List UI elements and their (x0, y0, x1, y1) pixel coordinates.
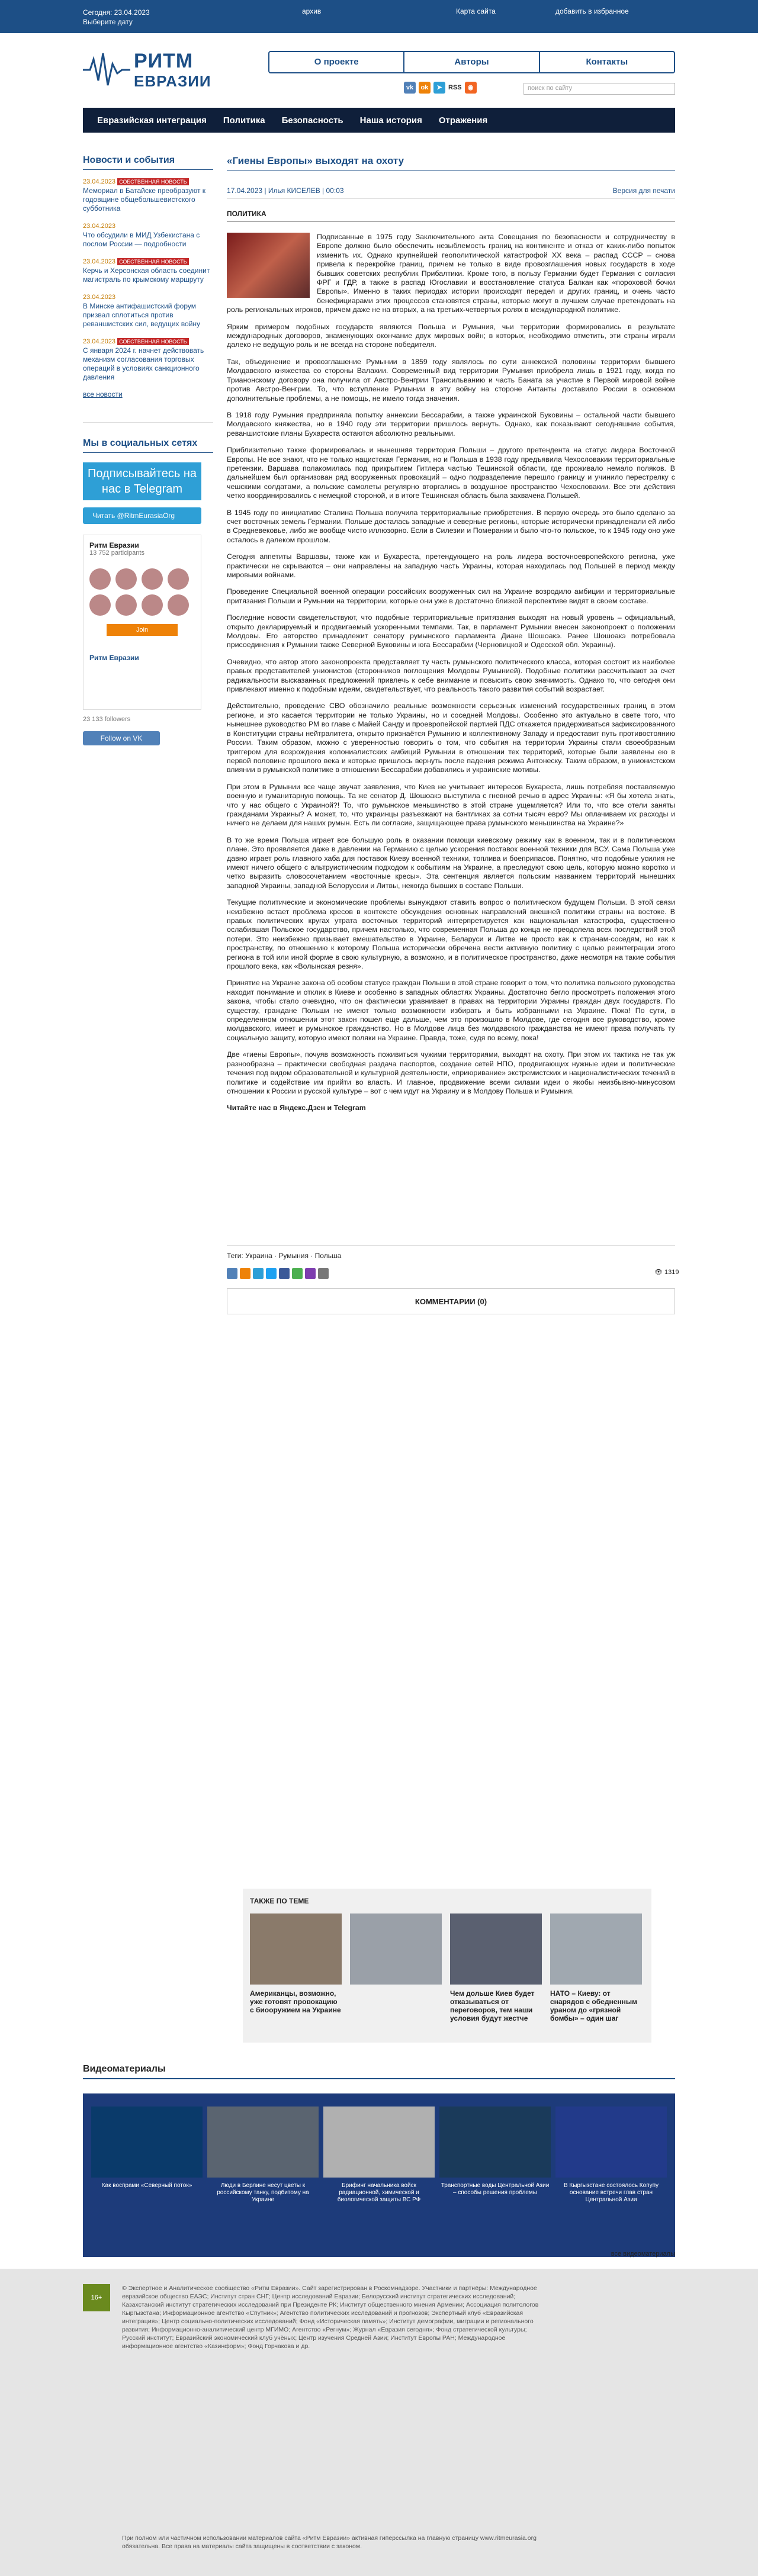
vk-follow-button[interactable]: Follow on VK (83, 731, 160, 745)
article-body: Подписанные в 1975 году Заключительного акта Совещания по безопасности и сотрудничеству в Европе должно было обеспечить незыблемость границ на континенте и отказ от каких-либо попыток изменить их. Однако крупнейшей геополитической катастрофой XX века – распад СССР – снова привела к перекройке границ, причем не только в виде провозглашения новых государств в ходе бывших советских республик Прибалтики. Кроме того, в пользу Германии будет Германия с согласия ФРГ и ГДР, а также в распад Югославии и восстановление статуса Балкан как «пороховой бочки Европы». Именно в таких периодах истории происходят передел и других границ, и очень часто бенефициарами этих процессов становятся страны, которые могут в лучшем случае претендовать на роль региональных игроков, причем даже не на вторых, а на третьих-четвертых ролях в международной политике. Ярким примером подобных государств являются Польша и Румыния, чьи территории формировались в результате международных договоров, знаменующих окончание двух мировых войн; в которых, необходимо отметить, эти страны играли далеко не ведущую роль и не всегда на стороне победителя. Так, объединение и провозглашение Румынии в 1859 году являлось по сути аннексией половины территории бывшего Молдавского княжества со стороны Валахии. Современный вид территории Румыния приобрела лишь в 1921 году, когда по Трианонскому договору она получила от Австро-Венгрии Трансильванию и часть Баната за участие в Первой мировой войне против Австро-Венгрии. То, что вступление Румынии в эту войну на стороне Антанты доставило России в основном дополнительные проблемы, а не помощь, не имело тогда значения. В 1918 году Румыния предприняла попытку аннексии Бессарабии, а также украинской Буковины – остальной части бывшего Молдавского княжества, но в 1940 году эти территории пришлось вернуть. Однако, как показывают сегодняшние события, реваншистские планы Бухареста остаются абсолютно реальными. Приблизительно также формировалась и нынешняя территория Польши – другого претендента на статус лидера Восточной Европы. Не все знают, что не только нацистская Германия, но и Польша в 1938 году предъявила Чехословакии территориальные претензии. Варшава полакомилась под прикрытием Гитлера частью Тешинской области, где проживало немало поляков. В дальнейшем был организован ряд вооруженных провокаций – одно подразделение перешло границу и учинило перестрелку с чешскими солдатами, а польские самолеты регулярно вторгались в воздушное пространство Чехословакии. Все эти действия четко координировались с немецкой стороной, и в итоге Тешинская область была захвачена Польшей. В 1945 году по инициативе Сталина Польша получила территориальные приобретения. В первую очередь это было сделано за счет восточных земель Германии. Польше досталась западные и северные регионы, которые исторически принадлежали ей либо в Средневековье, либо же вообще чисто иллюзорно. Если в Силезии и Померании и было что-то польское, то к 1945 году оно уже осталось в далеком прошлом. Сегодня аппетиты Варшавы, также как и Бухареста, претендующего на роль лидера восточноевропейского региона, уже практически не скрываются – они направлены на западную часть Украины, которая находилась под Польшей в период между мировыми войнами. Проведение Специальной военной операции российских вооруженных сил на Украине возродило амбиции и территориальные притязания Польши и Румынии на территории, которые они уже в достаточно близкой перспективе видят в своем составе. Последние новости свидетельствуют, что подобные территориальные притязания выходят на новый уровень – официальный, открыто декларируемый и продвигаемый ускоренными темпами. Так, в парламент Румынии внесен законопроект о положении Молдовы. Его авторство принадлежит сенатору румынского парламента Диане Шошоакэ. Ранее Шошоакэ потребовала присоединения к Румынии также Северной Буковины и юга Бессарабии (Черновицкой и Одесской обл. Украины). Очевидно, что автор этого законопроекта представляет ту часть румынского политического класса, которая состоит из наиболее правых представителей унионистов (сторонников поглощения Молдовы Румынией). Подобные политики рассчитывают за счет радикальности высказанных предложений привлечь к себе внимание и повысить свою значимость. Однако то, что сегодня они привлекают именно к подобным идеям, свидетельствует, что реальность такого развития событий возрастает. Действительно, проведение СВО обозначило реальные возможности серьезных изменений государственных границ в этом регионе, и это касается территории не только Украины, но и соседней Молдовы. Особенно это актуально в свете того, что нынешнее руководство РМ во главе с Майей Санду и проевропейской партией ПДС откажется придерживаться зафиксированного в Конституции страны нейтралитета, открыто признаётся Румынию и коллективному Западу и предоставит путь противостоянию России. Таким образом, можно с уверенностью говорить о том, что события на территории Украины стали своеобразным триггером для возрождения колониалистских амбиций Румынии в отношении тех территорий, которые были заявлены ею в первой половине прошлого века и которые пришлось вернуть после падения режима Антонеску. Таким образом, в унионистском влиянии в румынской политике в отношении Бессарабии добавились и украинские мотивы. При этом в Румынии все чаще звучат заявления, что Киев не учитывает интересов Бухареста, лишь потребляя поставляемую военную и гуманитарную помощь. Та же сенатор Д. Шошоакэ выступила с гневной речью в адрес Украины: «Я бы хотела знать, что у нас общего с Украиной?! То, что румынское меньшинство в этой стране ущемляется? Или то, что все отели заняты гражданами Украины? А может, то, что украинцы разъезжают на бэнтликах за сотни тысяч евро? Мы оплачиваем их расходы и ничего не делаем для наших румын. Есть ли согласие, защищающее права румынского меньшинства на Украине?» В то же время Польша играет все большую роль в оказании помощи киевскому режиму как в военном, так и в политическом плане. Это проявляется даже в давлении на Германию с целью ускорения поставок военной техники для ВСУ. Сама Польша уже давно играет роль главного хаба для поставок Киеву военной техники, топлива и боеприпасов. Понятно, что подобные усилия не имеют ничего общего с альтруистическим подходом к событиям на Украине, а преследуют свою цель, которую можно коротко и четко выразить словосочетанием «восточные кресы». Эта сентенция является польским названием территорий нынешних западной Украины, западной Белоруссии и Литвы, некогда бывших в составе Польши. Текущие политические и экономические проблемы вынуждают ставить вопрос о политическом будущем Польши. В этой связи неизбежно встает проблема кресов в контексте обсуждения основных направлений внешней политики страны на востоке. В правых политических кругах утрата восточных территорий интерпретируется как национальная катастрофа, существенно ослабившая Польское государство, причем настолько, что современная Польша до конца не преодолела всех последствий этой потери. Это неизбежно призывает вмешательство в Украине, Беларуси и Литве не просто как к странам-соседям, но как к пространству, по отношению к которому Польша исторически обречена вести активную политику с целью реинтеграции этого региона в той или иной форме в свою культурную, а возможно, и в политическое пространство, даже несмотря на такие события прошлого века, как «Волынская резня». Принятие на Украине закона об особом статусе граждан Польши в этой стране говорит о том, что политика польского руководства находит понимание и отклик в Киеве и особенно в западных областях Украины. Достаточно бегло просмотреть положения этого закона, чтобы стало очевидно, что он фактически уравнивает в правах на территории Украины граждан двух государств. По существу, граждане Польши не имеют только возможности избирать и быть избранными на Украине. Пока! По сути, в определенном отношении этот закон пошел еще дальше, чем это произошло в Молдове, где сегодня все руководство, кроме молдавского, имеет и румынское гражданство. Но в Молдове лица без молдавского гражданства не имеют права получать ту социальную защиту, которую имеют поляки на Украине. Правда, тоже, судя по всему, пока! Две «гиены Европы», почуяв возможность поживиться чужими территориями, выходят на охоту. При этом их тактика не так уж разнообразна – практически свободная раздача паспортов, создание сетей НПО, продвигающих нужные идеи и политические течения под видом образовательной и культурной деятельности, «приюривание» экстремистских и националистических течений в политике и содействие им прийти во власть. И главное, продвижение всеми силами идеи о якобы неизбывно-минусовом отношении к России и русской культуре – вот с чем идут на Украину и в Молдову Польша и Румыния. Читайте нас в Яндекс.Дзен и Telegram (227, 233, 675, 1112)
vk-join-button[interactable]: Join (107, 624, 178, 636)
telegram-icon[interactable]: ➤ (433, 82, 445, 94)
related-card[interactable]: Американцы, возможно, уже готовят провокацию с биооружием на Украине (250, 1913, 342, 2022)
avatar (168, 568, 189, 590)
avatar (115, 568, 137, 590)
videos-title: Видеоматериалы (83, 2064, 675, 2079)
top-bar (0, 0, 758, 33)
sitemap-link[interactable]: Карта сайта (456, 7, 496, 15)
tab-contacts[interactable]: Контакты (539, 52, 674, 72)
select-date-link[interactable]: Выберите дату (83, 18, 133, 26)
news-item[interactable]: 23.04.2023 СОБСТВЕННАЯ НОВОСТЬ Керчь и Херсонская область соединит магистраль по крымскому маршруту (83, 258, 210, 284)
avatar (115, 594, 137, 616)
ok-icon[interactable]: ok (419, 82, 431, 94)
vk-avatars (89, 568, 195, 616)
related-title: ТАКЖЕ ПО ТЕМЕ (250, 1897, 309, 1905)
whatsapp-share-icon[interactable] (292, 1268, 303, 1279)
news-item[interactable]: 23.04.2023 В Минске антифашистский форум призвал сплотиться против реваншистских сил, ведущих войну (83, 294, 201, 328)
video-card[interactable]: Брифинг начальника войск радиационной, химической и биологической защиты ВС РФ (323, 2107, 435, 2244)
video-card[interactable]: В Кыргызстане состоялось Копупу основание встречи глав стран Центральной Азии (555, 2107, 667, 2244)
facebook-share-icon[interactable] (279, 1268, 290, 1279)
current-date: Сегодня: 23.04.2023 (83, 8, 150, 17)
article-rubric[interactable]: ПОЛИТИКА (227, 210, 675, 222)
nav-item-security[interactable]: Безопасность (281, 115, 343, 126)
related-block (243, 1889, 651, 2043)
video-card[interactable]: Как воспрами «Северный поток» (91, 2107, 203, 2244)
share-bar (227, 1268, 679, 1279)
news-item[interactable]: 23.04.2023 СОБСТВЕННАЯ НОВОСТЬ С января 2024 г. начнет действовать механизм согласования торговых операций в условиях санкционного давления (83, 338, 204, 381)
logo-line1: РИТМ (134, 50, 194, 72)
header (83, 33, 675, 108)
sidebar (83, 155, 213, 745)
vk-icon[interactable]: vk (404, 82, 416, 94)
article-title: «Гиены Европы» выходят на охоту (227, 155, 675, 171)
article-tags[interactable]: Теги: Украина · Румыния · Польша (227, 1245, 675, 1260)
tab-authors[interactable]: Авторы (403, 52, 538, 72)
video-card[interactable]: Люди в Берлине несут цветы к российскому танку, подбитому на Украине (207, 2107, 319, 2244)
ok-share-icon[interactable] (240, 1268, 250, 1279)
search-input[interactable]: поиск по сайту (523, 83, 675, 95)
avatar (168, 594, 189, 616)
logo-wave-icon (83, 46, 130, 94)
main-nav (83, 108, 675, 133)
telegram-subscribe-banner[interactable]: Подписывайтесь на нас в Telegram (83, 462, 201, 500)
vk-widget (83, 535, 201, 710)
footer-text: © Экспертное и Аналитическое сообщество «Ритм Евразии». Сайт зарегистрирован в Роскомнадзоре. Участники и партнёры: Международное евразийское общество ЕАЭС; Институт стран СНГ; Центр исследований Евразии; Белорусский институт стратегических исследований; Казахстанский институт стратегических исследований при Президенте РК; Институт общественного мнения Армении; Ассоциация политологов Кыргызстана; Информационное агентство «Спутник»; Агентство политических исследований и прогнозов; Экспертный клуб «Евразийская интеграция»; Центр социально-политических исследований; Фонд «Историческая память»; Институт демографии, миграции и регионального развития; Информационно-аналитический центр МГИМО; Агентство «Регнум»; Журнал «Евразия сегодня»; Фонд стратегической культуры; Русский институт; Евразийский экономический клуб учёных; Центр изучения Средней Азии; Институт Европы РАН; Международное информационное агентство «Казинформ»; Фонд Горчакова и др. (122, 2285, 539, 2350)
twitter-share-icon[interactable] (266, 1268, 277, 1279)
article (227, 155, 679, 1314)
avatar (142, 594, 163, 616)
nav-item-integration[interactable]: Евразийская интеграция (97, 115, 207, 126)
avatar (142, 568, 163, 590)
related-card[interactable]: НАТО – Киеву: от снарядов с обедненным ураном до «грязной бомбы» – один шаг (550, 1913, 642, 2022)
tab-about[interactable]: О проекте (314, 57, 359, 67)
favorites-link[interactable]: добавить в избранное (555, 7, 629, 15)
footer-copyright: При полном или частичном использовании материалов сайта «Ритм Евразии» активная гиперссылка на главную страницу www.ritmeurasia.org обязательна. Все права на материалы сайта защищены в соответствии с законом. (122, 2535, 537, 2550)
avatar (89, 594, 111, 616)
archive-link[interactable]: архив (302, 7, 322, 15)
nav-item-history[interactable]: Наша история (359, 115, 422, 126)
videos-section (83, 2064, 675, 2257)
vk-followers: 23 133 followers (83, 716, 131, 723)
header-tabs (268, 51, 675, 73)
article-photo (227, 233, 310, 298)
article-byline[interactable]: 17.04.2023 | Илья КИСЕЛЕВ | 00:03 (227, 186, 344, 195)
all-news-link[interactable]: все новости (83, 390, 213, 423)
nav-item-reflections[interactable]: Отражения (438, 115, 488, 126)
all-videos-link[interactable]: все видеоматериалы (611, 2250, 675, 2257)
article-meta (227, 186, 675, 199)
rss-icon[interactable]: ◉ (465, 82, 477, 94)
related-card[interactable] (350, 1913, 442, 2022)
viber-share-icon[interactable] (305, 1268, 316, 1279)
view-count: 👁 1319 (654, 1269, 679, 1276)
nav-item-politics[interactable]: Политика (223, 115, 265, 126)
logo-line2: ЕВРАЗИИ (134, 72, 211, 90)
social-icons (404, 82, 477, 94)
site-logo[interactable] (83, 46, 213, 94)
footer (0, 2269, 758, 2576)
print-version-link[interactable]: Версия для печати (612, 186, 675, 195)
news-heading: Новости и события (83, 155, 213, 170)
telegram-read-button[interactable]: Читать @RitmEurasiaOrg (83, 507, 201, 524)
video-card[interactable]: Транспортные воды Центральной Азии – способы решения проблемы (439, 2107, 551, 2244)
avatar (89, 568, 111, 590)
video-carousel (83, 2093, 675, 2257)
comments-button[interactable]: КОММЕНТАРИИ (0) (227, 1288, 675, 1314)
mail-share-icon[interactable] (318, 1268, 329, 1279)
news-item[interactable]: 23.04.2023 СОБСТВЕННАЯ НОВОСТЬ Мемориал в Батайске преобразуют к годовщине общебольшевистского субботника (83, 178, 206, 213)
vk-share-icon[interactable] (227, 1268, 237, 1279)
vk-group-name[interactable]: Ритм Евразии (89, 541, 139, 549)
vk-members: 13 752 participants (89, 549, 144, 557)
news-item[interactable]: 23.04.2023 Что обсудили в МИД Узбекистана с послом России — подробности (83, 223, 200, 248)
vk-footer-name[interactable]: Ритм Евразии (89, 654, 139, 662)
rss-label[interactable]: RSS (448, 84, 462, 91)
related-card[interactable]: Чем дольше Киев будет отказываться от переговоров, тем наши условия будут жестче (450, 1913, 542, 2022)
social-heading: Мы в социальных сетях (83, 438, 213, 453)
telegram-share-icon[interactable] (253, 1268, 264, 1279)
age-rating-badge: 16+ (83, 2284, 110, 2311)
